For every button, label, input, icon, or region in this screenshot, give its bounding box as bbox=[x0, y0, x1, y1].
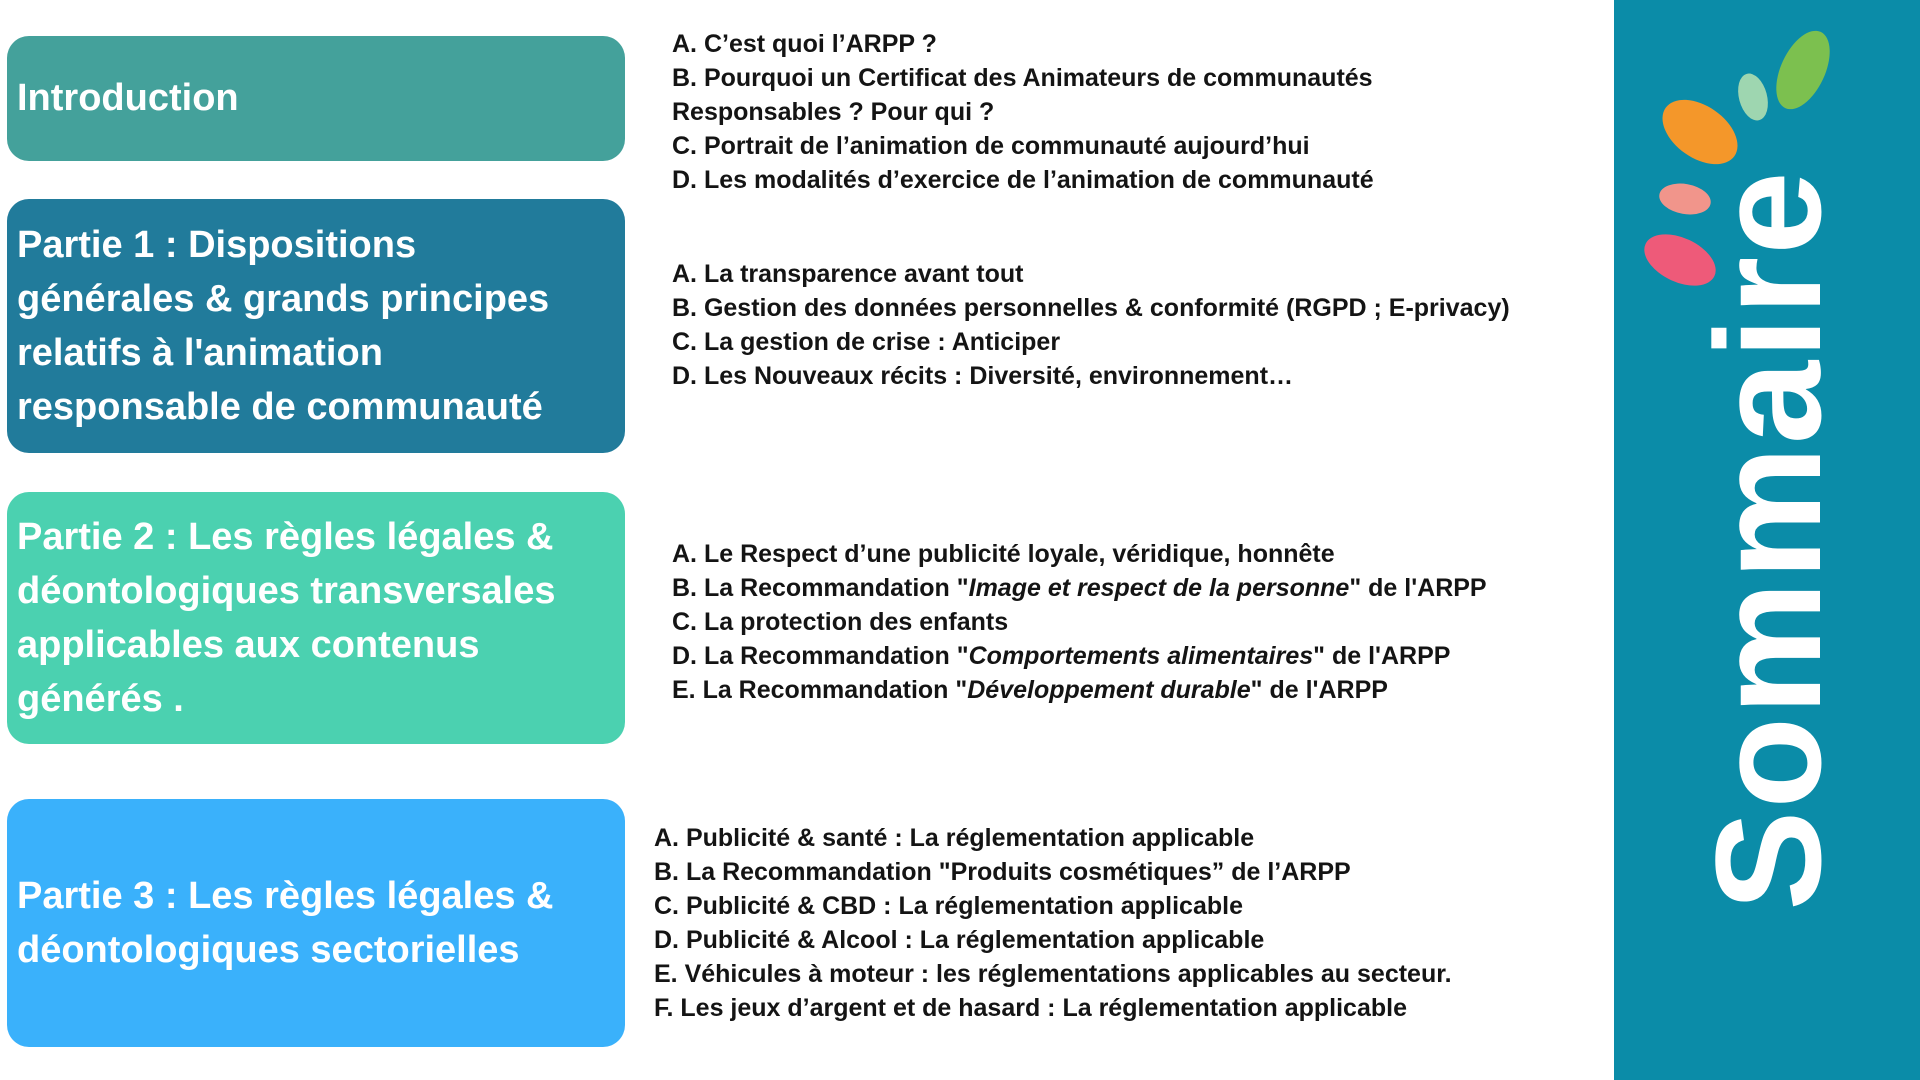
list-item: B. La Recommandation "Image et respect de la personne" de l'ARPP bbox=[672, 574, 1487, 602]
emphasis: Image et respect de la personne bbox=[968, 574, 1350, 602]
section-title: Introduction bbox=[17, 77, 239, 119]
list-item: D. Publicité & Alcool : La réglementation applicable bbox=[654, 926, 1265, 954]
list-item: C. La protection des enfants bbox=[672, 608, 1009, 636]
list-item: D. Les modalités d’exercice de l’animation de communauté bbox=[672, 166, 1374, 194]
section-partie-3-header bbox=[7, 799, 625, 1047]
section-title-line: Partie 3 : Les règles légales & bbox=[17, 875, 554, 917]
section-title-line: responsable de communauté bbox=[17, 386, 543, 428]
list-item: E. La Recommandation "Développement durable" de l'ARPP bbox=[672, 676, 1388, 704]
list-item: E. Véhicules à moteur : les réglementations applicables au secteur. bbox=[654, 960, 1452, 988]
introduction-items bbox=[672, 27, 1374, 197]
list-item: C. Portrait de l’animation de communauté aujourd’hui bbox=[672, 132, 1310, 160]
list-item: F. Les jeux d’argent et de hasard : La réglementation applicable bbox=[654, 994, 1407, 1022]
list-item: A. C’est quoi l’ARPP ? bbox=[672, 30, 937, 58]
sommaire-sidebar bbox=[1614, 0, 1920, 1080]
list-item: C. La gestion de crise : Anticiper bbox=[672, 328, 1061, 356]
section-title-line: déontologiques transversales bbox=[17, 570, 556, 612]
section-partie-2-header bbox=[7, 492, 625, 744]
section-title-line: applicables aux contenus bbox=[17, 624, 480, 666]
section-partie-1-header bbox=[7, 199, 625, 453]
section-title-line: déontologiques sectorielles bbox=[17, 929, 520, 971]
section-title-line: Partie 1 : Dispositions bbox=[17, 224, 417, 266]
section-title-line: générales & grands principes bbox=[17, 278, 550, 320]
list-item: A. La transparence avant tout bbox=[672, 260, 1024, 288]
list-item: B. La Recommandation "Produits cosmétiques” de l’ARPP bbox=[654, 858, 1351, 886]
emphasis: Comportements alimentaires bbox=[968, 642, 1314, 670]
emphasis: Développement durable bbox=[967, 676, 1251, 704]
list-item: A. Publicité & santé : La réglementation applicable bbox=[654, 824, 1255, 852]
partie-2-items bbox=[672, 537, 1487, 707]
list-item: D. La Recommandation "Comportements alimentaires" de l'ARPP bbox=[672, 642, 1451, 670]
partie-1-items bbox=[672, 257, 1510, 393]
section-title-line: Partie 2 : Les règles légales & bbox=[17, 516, 554, 558]
list-item: A. Le Respect d’une publicité loyale, véridique, honnête bbox=[672, 540, 1335, 568]
list-item: B. Pourquoi un Certificat des Animateurs de communautés bbox=[672, 64, 1373, 92]
section-introduction-header bbox=[7, 36, 625, 161]
section-title-line: relatifs à l'animation bbox=[17, 332, 383, 374]
sommaire-title: Sommaire bbox=[1684, 169, 1852, 911]
list-item: D. Les Nouveaux récits : Diversité, environnement… bbox=[672, 362, 1294, 390]
list-item: Responsables ? Pour qui ? bbox=[672, 98, 995, 126]
list-item: B. Gestion des données personnelles & conformité (RGPD ; E-privacy) bbox=[672, 294, 1510, 322]
partie-3-items bbox=[654, 821, 1452, 1025]
list-item: C. Publicité & CBD : La réglementation applicable bbox=[654, 892, 1243, 920]
section-title-line: générés . bbox=[17, 678, 184, 720]
